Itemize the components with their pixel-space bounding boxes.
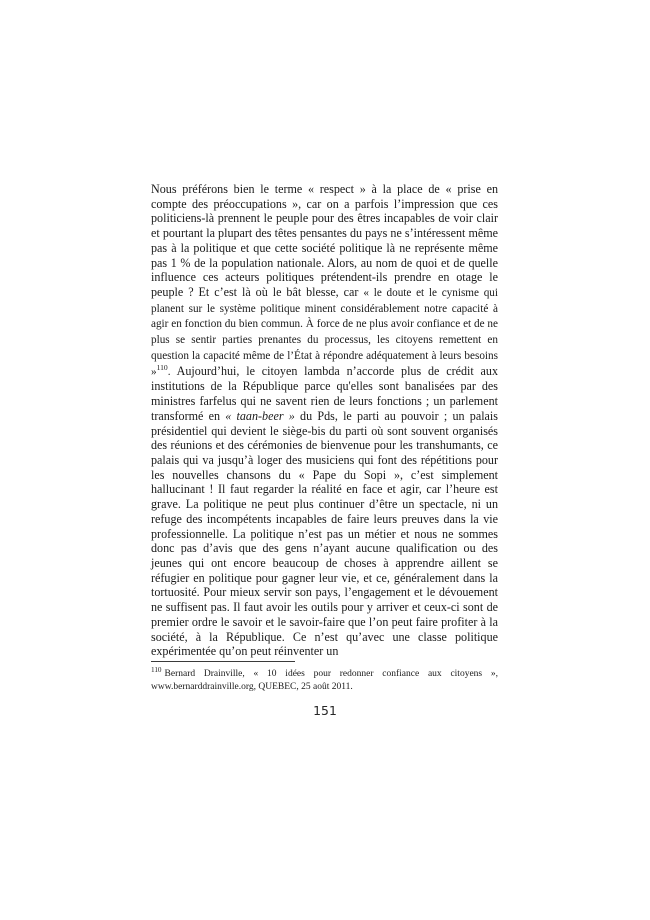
paragraph-continuation-b: du Pds, le parti au pouvoir ; un palais présidentiel qui devient le siège-bis du parti où sont souvent organisés des réunions et des cérémonies de bienvenue pour les transhumants, ce palais qui va jusqu’à loger des musiciens qui font des répétitions pour les nouvelles chansons du « Pape du Sopi », c’est simplement hallucinant ! Il faut regarder la réalité en face et agir, car l’heure est grave. La politique ne peut plus continuer d’être un spectacle, ni un refuge des incompétents incapables de faire leurs preuves dans la vie professionnelle. La politique n’est pas un métier et nous ne sommes donc pas d’avis que des gens n’ayant aucune qualification ou des jeunes qui ont encore beaucoup de choses à apprendre aillent se réfugier en politique pour gagner leur vie, et ce, généralement dans la tortuosité. Pour mieux servir son pays, l’engagement et le dévouement ne suffisent pas. Il faut avoir les outils pour y arriver et ceux-ci sont de premier ordre le savoir et le savoir-faire que l’on peut faire profiter à la société, à la République. Ce n’est qu’avec une classe politique expérimentée qu’on peut réinventer un bbox=[151, 408, 498, 659]
page-text-block bbox=[151, 182, 498, 659]
paragraph-continuation-a: Aujourd’hui, le citoyen lambda n’accorde plus de crédit aux institutions de la République parce qu'elles sont banalisées par des ministres farfelus qui ne savent rien de leurs fonctions ; un parlement transformé en bbox=[151, 363, 498, 423]
foreign-term-taan-beer: « taan-beer » bbox=[225, 408, 295, 423]
paragraph-lead-text: Nous préférons bien le terme « respect » à la place de « prise en compte des préoccupations », car on a parfois l’impression que ces politiciens-là prennent le peuple pour des êtres incapables de voir clair et pourtant la plupart des têtes pensantes du pays ne s’intéressent même pas à la politique et que cette société politique là ne représente même pas 1 % de la population nationale. Alors, au nom de quoi et de quelle influence ces acteurs politiques prétendent-ils prendre en otage le peuple ? Et c’est là où le bât blesse, car bbox=[151, 182, 498, 300]
quotation-terminal-period: . bbox=[167, 365, 171, 378]
footnote-number: 110 bbox=[151, 665, 162, 674]
footnote-text: Bernard Drainville, « 10 idées pour redonner confiance aux citoyens », www.bernarddrainville.org, QUEBEC, 25 août 2011. bbox=[151, 669, 498, 692]
block-quotation-text: « le doute et le cynisme qui planent sur le système politique minent considérablement notre capacité à agir en fonction du bien commun. À force de ne plus avoir confiance et de ne plus se sentir parties prenantes du processus, les citoyens remettent en question la capacité même de l’État à répondre adéquatement à leurs besoins » bbox=[151, 287, 498, 378]
page-number: 151 bbox=[313, 703, 337, 718]
body-paragraph bbox=[151, 182, 498, 659]
footnote-reference-marker[interactable]: 110 bbox=[156, 362, 168, 372]
footnote-separator-rule bbox=[151, 661, 295, 662]
footnote-item bbox=[151, 665, 498, 693]
footnote-area bbox=[151, 665, 498, 693]
